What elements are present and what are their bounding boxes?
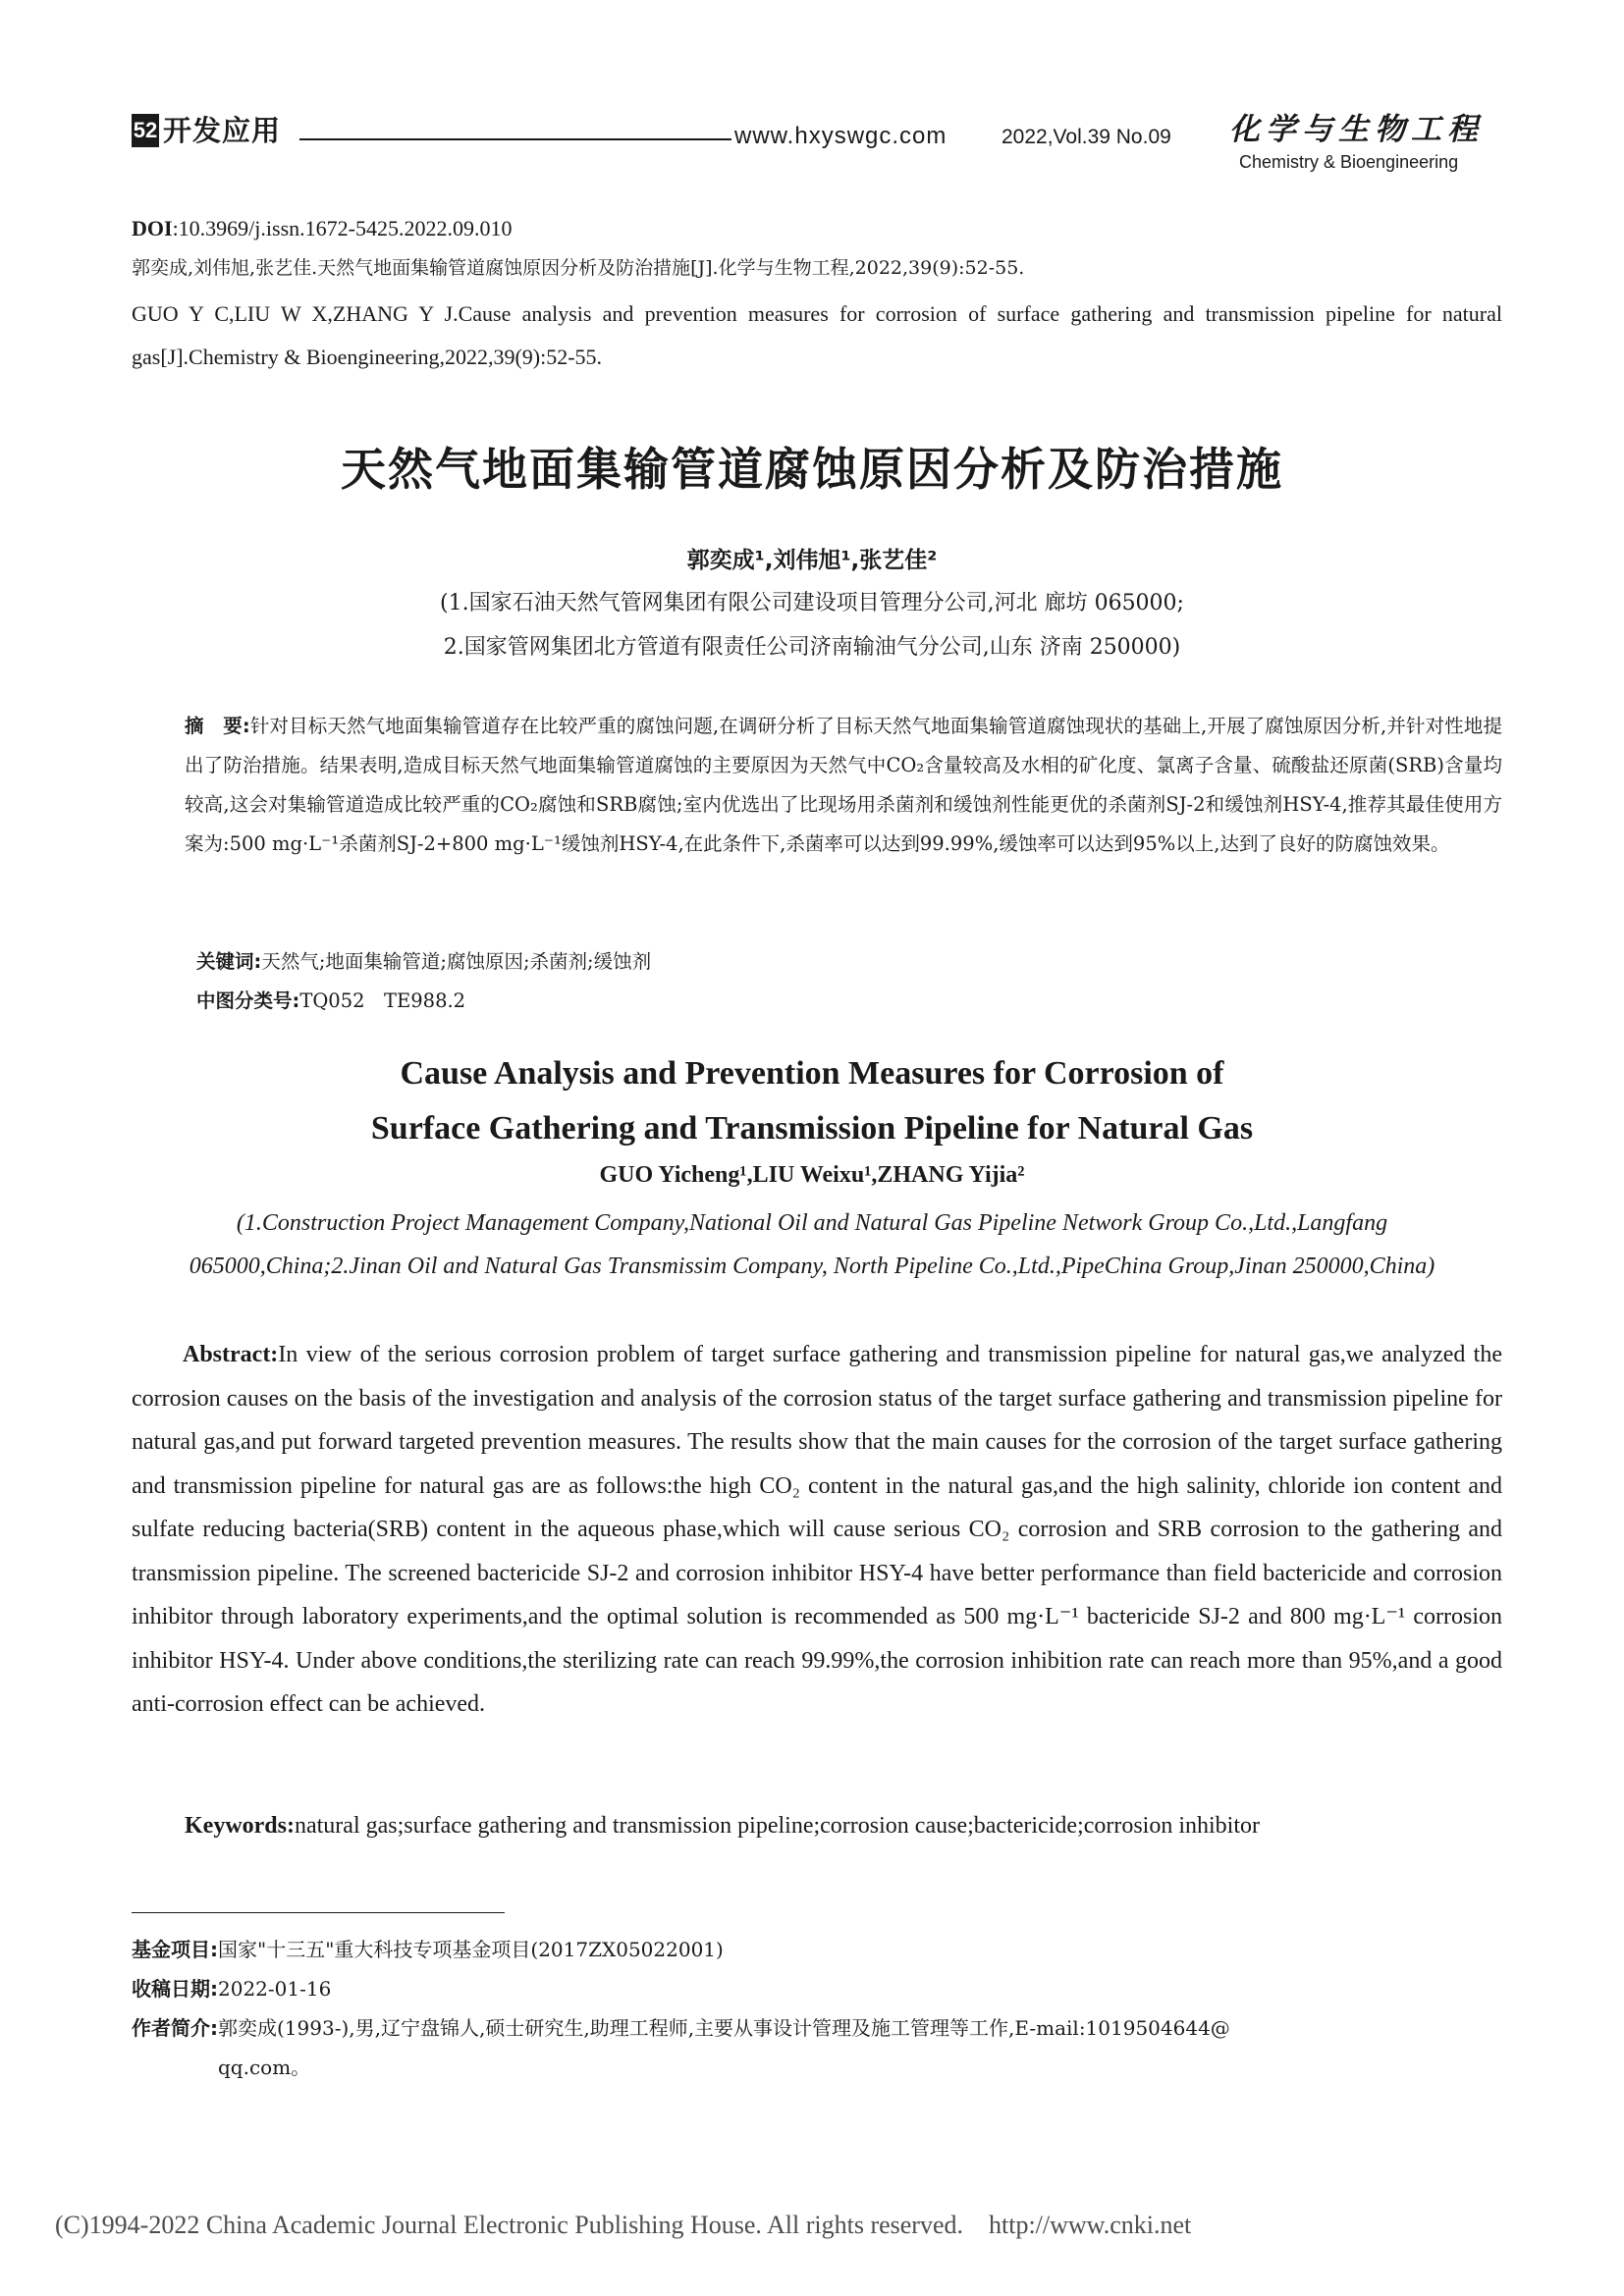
clc-label: 中图分类号: (196, 989, 300, 1012)
paper-title-en-line-2: Surface Gathering and Transmission Pipeline for Natural Gas (370, 1110, 1254, 1147)
copyright-line: (C)1994-2022 China Academic Journal Electronic Publishing House. All rights reserved. http://www.cnki.net (55, 2211, 1192, 2239)
paper-title-cn: 天然气地面集输管道腐蚀原因分析及防治措施 (341, 443, 1283, 496)
journal-logo-cn: 化学与生物工程 (1229, 112, 1484, 147)
abstract-en-label: Abstract: (183, 1342, 279, 1367)
affiliations-en: (1.Construction Project Management Company,National Oil and Natural Gas Pipeline Network Group Co.,Ltd.,Langfang 065000,China;2.Jinan Oil and Natural Gas Transmissim Company, North Pipeline Co.,Ltd.,PipeChina Group,Jinan 250000,China) (189, 1210, 1435, 1279)
journal-url[interactable]: www.hxyswgc.com (734, 123, 947, 149)
doi-value[interactable]: :10.3969/j.issn.1672-5425.2022.09.010 (172, 216, 513, 240)
authors-en: GUO Yicheng¹,LIU Weixu¹,ZHANG Yijia² (599, 1162, 1025, 1188)
citation-cn: 郭奕成,刘伟旭,张艺佳.天然气地面集输管道腐蚀原因分析及防治措施[J].化学与生物工程,2022,39(9):52-55. (132, 257, 1025, 279)
clc-text: TQ052 TE988.2 (299, 989, 466, 1012)
author-bio-label: 作者简介: (132, 2016, 218, 2040)
keywords-cn (196, 944, 1502, 980)
received-label: 收稿日期: (132, 1977, 218, 2001)
footnote-rule (132, 1912, 505, 1913)
footnote-fund (132, 1930, 1506, 1969)
doi-line (132, 214, 1502, 243)
paper-title-en (0, 1046, 1624, 1156)
affiliation-cn-1: (1.国家石油天然气管网集团有限公司建设项目管理分公司,河北 廊坊 065000; (440, 591, 1184, 615)
header-rule (299, 138, 731, 140)
abstract-cn (185, 707, 1502, 864)
fund-label: 基金项目: (132, 1938, 218, 1961)
abstract-en-text: In view of the serious corrosion problem of target surface gathering and transmission pipeline for natural gas,we analyzed the corrosion causes on the basis of the investigation and analysis of the corrosion status of the target surface gathering and transmission pipeline for natural gas,and put forward targeted prevention measures. The results show that the main causes for the corrosion of the target surface gathering and transmission pipeline for natural gas are as follows:the high CO₂ content in the natural gas,and the high salinity, chloride ion content and sulfate reducing bacteria(SRB) content in the aqueous phase,which will cause serious CO₂ corrosion and SRB corrosion to the gathering and transmission pipeline. The screened bactericide SJ-2 and corrosion inhibitor HSY-4 have better performance than field bactericide and corrosion inhibitor through laboratory experiments,and the optimal solution is recommended as 500 mg·L⁻¹ bactericide SJ-2 and 800 mg·L⁻¹ corrosion inhibitor HSY-4. Under above conditions,the sterilizing rate can reach 99.99%,the corrosion inhibition rate can reach more than 95%,and a good anti-corrosion effect can be achieved. (132, 1342, 1502, 1717)
section-label: 开发应用 (163, 114, 282, 147)
keywords-cn-text: 天然气;地面集输管道;腐蚀原因;杀菌剂;缓蚀剂 (261, 950, 652, 973)
keywords-en (185, 1806, 1502, 1845)
doi-label: DOI (132, 216, 173, 240)
journal-name-en: Chemistry & Bioengineering (1239, 152, 1459, 172)
author-email-cont: qq.com。 (218, 2056, 311, 2079)
abstract-cn-text: 针对目标天然气地面集输管道存在比较严重的腐蚀问题,在调研分析了目标天然气地面集输管道腐蚀现状的基础上,开展了腐蚀原因分析,并针对性地提出了防治措施。结果表明,造成目标天然气地面集输管道腐蚀的主要原因为天然气中CO₂含量较高及水相的矿化度、氯离子含量、硫酸盐还原菌(SRB)含量均较高,这会对集输管道造成比较严重的CO₂腐蚀和SRB腐蚀;室内优选出了比现场用杀菌剂和缓蚀剂性能更优的杀菌剂SJ-2和缓蚀剂HSY-4,推荐其最佳使用方案为:500 mg·L⁻¹杀菌剂SJ-2+800 mg·L⁻¹缓蚀剂HSY-4,在此条件下,杀菌率可以达到99.99%,缓蚀率可以达到95%以上,达到了良好的防腐蚀效果。 (185, 715, 1502, 855)
fund-text: 国家"十三五"重大科技专项基金项目(2017ZX05022001) (218, 1938, 724, 1961)
citation-en: GUO Y C,LIU W X,ZHANG Y J.Cause analysis and prevention measures for corrosion of surface gathering and transmission pipeline for natural gas[J].Chemistry & Bioengineering,2022,39(9):52-55. (132, 301, 1502, 369)
keywords-en-label: Keywords: (185, 1813, 295, 1839)
author-bio-text: 郭奕成(1993-),男,辽宁盘锦人,硕士研究生,助理工程师,主要从事设计管理及施工管理等工作,E-mail:1019504644@ (218, 2016, 1230, 2040)
affiliation-cn-2: 2.国家管网集团北方管道有限责任公司济南输油气分公司,山东 济南 250000) (443, 635, 1181, 660)
keywords-en-text: natural gas;surface gathering and transmission pipeline;corrosion cause;bactericide;corrosion inhibitor (294, 1813, 1260, 1839)
abstract-en (132, 1333, 1502, 1727)
footnote-author-bio (132, 2008, 1506, 2087)
authors-cn: 郭奕成¹,刘伟旭¹,张艺佳² (686, 548, 938, 573)
footnote-received (132, 1969, 1506, 2008)
paper-title-en-line-1: Cause Analysis and Prevention Measures for Corrosion of (400, 1055, 1224, 1092)
abstract-cn-label: 摘 要: (185, 715, 250, 737)
journal-volume: 2022,Vol.39 No.09 (1001, 126, 1171, 148)
keywords-cn-label: 关键词: (196, 950, 262, 973)
page-number-badge: 52 (132, 114, 159, 147)
clc-number (196, 984, 1502, 1019)
received-date: 2022-01-16 (218, 1977, 332, 2001)
